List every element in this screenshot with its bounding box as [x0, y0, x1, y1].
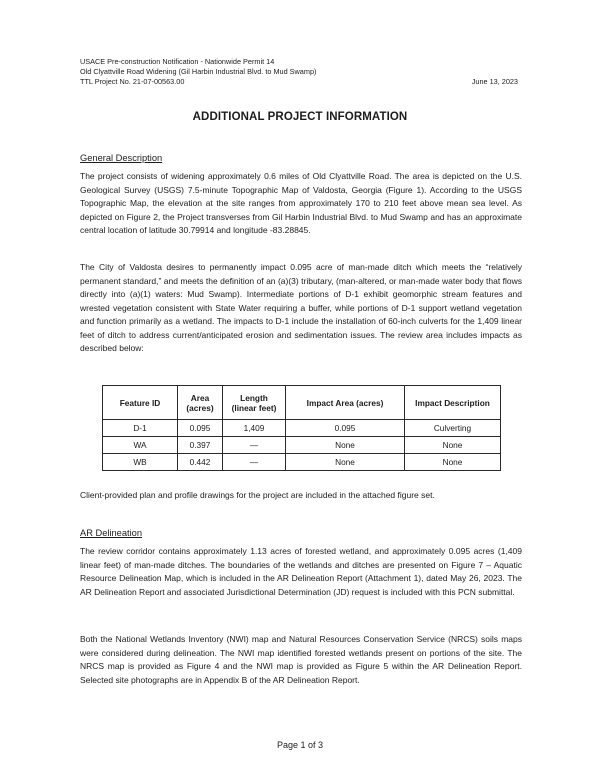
cell-feature-id: WB [103, 454, 178, 471]
cell-area: 0.095 [178, 420, 223, 437]
cell-impact-area: None [286, 437, 405, 454]
table-row [103, 420, 501, 437]
cell-area: 0.442 [178, 454, 223, 471]
cell-impact-area: None [286, 454, 405, 471]
header-impact-description: Impact Description [405, 386, 501, 420]
cell-feature-id: WA [103, 437, 178, 454]
cell-impact-area: 0.095 [286, 420, 405, 437]
impacts-table [102, 385, 501, 471]
cell-impact-description: None [405, 437, 501, 454]
header-project-line: Old Clyattville Road Widening (Gil Harbin Industrial Blvd. to Mud Swamp) [80, 67, 317, 77]
cell-length: — [223, 437, 286, 454]
header-project-number: TTL Project No. 21-07-00563.00 [80, 77, 185, 87]
general-description-heading: General Description [80, 153, 163, 163]
header-area: Area (acres) [178, 386, 223, 420]
cell-impact-description: Culverting [405, 420, 501, 437]
cell-impact-description: None [405, 454, 501, 471]
header-impact-area: Impact Area (acres) [286, 386, 405, 420]
cell-length: 1,409 [223, 420, 286, 437]
table-row [103, 437, 501, 454]
page-title: ADDITIONAL PROJECT INFORMATION [192, 111, 408, 123]
ar-delineation-heading: AR Delineation [80, 528, 143, 538]
cell-area: 0.397 [178, 437, 223, 454]
page-number: Page 1 of 3 [276, 740, 324, 750]
ar-delineation-paragraph-2: Both the National Wetlands Inventory (NWI) map and Natural Resources Conservation Service (NRCS) soils maps were considered during delineation. The NWI map identified forested wetlands present on portions of the site. The NRCS map is provided as Figure 4 and the NWI map is provided as Figure 5 within the AR Delineation Report. Selected site photographs are in Appendix B of the AR Delineation Report. [80, 634, 522, 685]
general-description-paragraph-2: The City of Valdosta desires to permanently impact 0.095 acre of man-made ditch which meets the “relatively permanent standard,” and meets the definition of an (a)(3) tributary, (man-altered, or man-made water body that flows directly into (a)(1) waters: Mud Swamp). Intermediate portions of D-1 exhibit geomorphic stream features and wrested vegetation consistent with State Water requiring a buffer, while portions of D-1 support wetland vegetation and function primarily as a wetland. The impacts to D-1 include the installation of 60-inch culverts for the 1,409 linear feet of ditch to address current/anticipated erosion and sedimentation issues. The review area includes impacts as described below: [80, 262, 522, 353]
header-date: June 13, 2023 [471, 77, 518, 87]
table-header-row [103, 386, 501, 420]
table-row [103, 454, 501, 471]
header-feature-id: Feature ID [103, 386, 178, 420]
ar-delineation-paragraph-1: The review corridor contains approximately 1.13 acres of forested wetland, and approximately 0.095 acres (1,409 linear feet) of man-made ditches. The boundaries of the wetlands and ditches are presented on Figure 7 – Aquatic Resource Delineation Map, which is included in the AR Delineation Report (Attachment 1), dated May 26, 2023. The AR Delineation Report and associated Jurisdictional Determination (JD) request is included with this PCN submittal. [80, 546, 522, 597]
page-header [80, 57, 518, 88]
cell-feature-id: D-1 [103, 420, 178, 437]
general-description-paragraph-1: The project consists of widening approximately 0.6 miles of Old Clyattville Road. The area is depicted on the U.S. Geological Survey (USGS) 7.5-minute Topographic Map of Valdosta, Georgia (Figure 1). According to the USGS Topographic Map, the elevation at the site ranges from approximately 170 to 210 feet above mean sea level. As depicted on Figure 2, the Project transverses from Gil Harbin Industrial Blvd. to Mud Swamp and has an approximate central location of latitude 30.79914 and longitude -83.28845. [80, 171, 522, 235]
header-length: Length (linear feet) [223, 386, 286, 420]
header-permit-line: USACE Pre-construction Notification - Nationwide Permit 14 [80, 57, 275, 66]
cell-length: — [223, 454, 286, 471]
plan-drawings-note: Client-provided plan and profile drawings for the project are included in the attached figure set. [80, 490, 435, 500]
